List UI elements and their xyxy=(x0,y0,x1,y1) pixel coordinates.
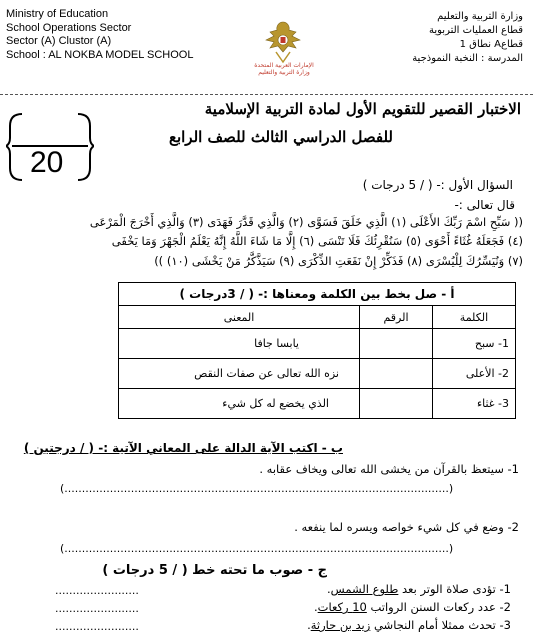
answer-line[interactable]: ........................ xyxy=(55,584,139,597)
section-c-title: ج - صوب ما تحته خط ( / 5 درجات ) xyxy=(102,563,327,578)
meaning-cell: يابسا جافا xyxy=(119,329,360,359)
q1-label: السؤال الأول :- ( / 5 درجات ) xyxy=(362,178,513,192)
header-line: School Operations Sector xyxy=(6,21,132,34)
section-c-item: 2- عدد ركعات السنن الرواتب 10 ركعات. xyxy=(313,600,511,614)
matching-table xyxy=(118,282,516,419)
number-cell[interactable] xyxy=(360,329,433,359)
verse-line: (٧) وَنُيَسِّرُكَ لِلْيُسْرَى (٨) فَذَكِّرْ إِنْ نَفَعَتِ الذِّكْرَى (٩) سَيَذَّكَّرُ مَنْ يَخْشَى (١٠) )) xyxy=(154,254,523,268)
table-row xyxy=(119,389,516,419)
meaning-cell: الذي يخضع له كل شيء xyxy=(119,389,360,419)
header-divider xyxy=(0,94,533,95)
answer-line[interactable]: (..............................................................................................................) xyxy=(60,542,454,555)
q1-intro: قال تعالى :- xyxy=(454,198,515,212)
verse-line: (( سَبِّحِ اسْمَ رَبِّكَ الأَعْلَى (١) الَّذِي خَلَقَ فَسَوَّى (٢) وَالَّذِي قَدَّرَ فَهَدَى (٣) وَالَّذِي أَخْرَجَ الْمَرْعَى xyxy=(89,215,523,229)
col-number-header: الرقم xyxy=(360,306,433,329)
table-row xyxy=(119,329,516,359)
section-b-item: 1- سيتعظ بالقرآن من يخشى الله تعالى ويخاف عقابه . xyxy=(259,462,519,476)
word-cell: 2- الأعلى xyxy=(433,359,516,389)
header-line: Ministry of Education xyxy=(6,8,109,20)
ministry-header-ar xyxy=(412,10,523,66)
number-cell[interactable] xyxy=(360,359,433,389)
total-score: 20 xyxy=(30,146,64,179)
exam-subtitle: للفصل الدراسي الثالث للصف الرابع xyxy=(168,128,393,146)
col-word-header: الكلمة xyxy=(433,306,516,329)
section-b-title: ب - اكتب الآية الدالة على المعاني الآتية :- ( / درجتين ) xyxy=(23,441,343,455)
section-c-item: 1- تؤدى صلاة الوتر بعد طلوع الشمس. xyxy=(327,582,511,596)
ministry-header-en xyxy=(6,8,193,62)
answer-line[interactable]: ........................ xyxy=(55,602,139,615)
header-line: Sector (A) Clustor (A) xyxy=(6,35,112,47)
header-line: قطاعA نطاق 1 xyxy=(459,39,523,50)
header-line: وزارة التربية والتعليم xyxy=(437,11,523,22)
header-line: المدرسة : النخبة النموذجية xyxy=(412,53,523,64)
exam-title: الاختبار القصير للتقويم الأول لمادة التربية الإسلامية xyxy=(204,100,521,118)
word-cell: 1- سبح xyxy=(433,329,516,359)
header-line: School : AL NOKBA MODEL SCHOOL xyxy=(6,48,194,61)
section-b-item: 2- وضع في كل شيء خواصه ويسره لما ينفعه . xyxy=(294,520,519,534)
meaning-cell: نزه الله تعالى عن صفات النقص xyxy=(119,359,360,389)
header-line: قطاع العمليات التربوية xyxy=(428,25,523,36)
uae-emblem-icon xyxy=(262,18,304,68)
underlined-phrase: 10 ركعات xyxy=(317,600,367,614)
emblem-caption: الإمارات العربية المتحدة وزارة التربية والتعليم xyxy=(254,62,314,76)
verse-line: (٤) فَجَعَلَهُ غُثَاءً أَحْوَى (٥) سَنُقْرِئُكَ فَلَا تَنْسَى (٦) إِلَّا مَا شَاءَ اللَّهُ إِنَّهُ يَعْلَمُ الْجَهْرَ وَمَا يَخْفَى xyxy=(111,234,523,248)
section-a-title: أ - صل بخط بين الكلمة ومعناها :- ( / 3درجات ) xyxy=(119,283,516,306)
word-cell: 3- غثاء xyxy=(433,389,516,419)
answer-line[interactable]: ........................ xyxy=(55,620,139,633)
col-meaning-header: المعنى xyxy=(119,306,360,329)
underlined-phrase: طلوع الشمس xyxy=(330,582,399,596)
number-cell[interactable] xyxy=(360,389,433,419)
underlined-phrase: زيد بن حارثة xyxy=(310,618,371,632)
table-row xyxy=(119,359,516,389)
answer-line[interactable]: (..............................................................................................................) xyxy=(60,482,454,495)
section-c-item: 3- تحدث ممثلا أمام النجاشي زيد بن حارثة. xyxy=(307,618,511,632)
